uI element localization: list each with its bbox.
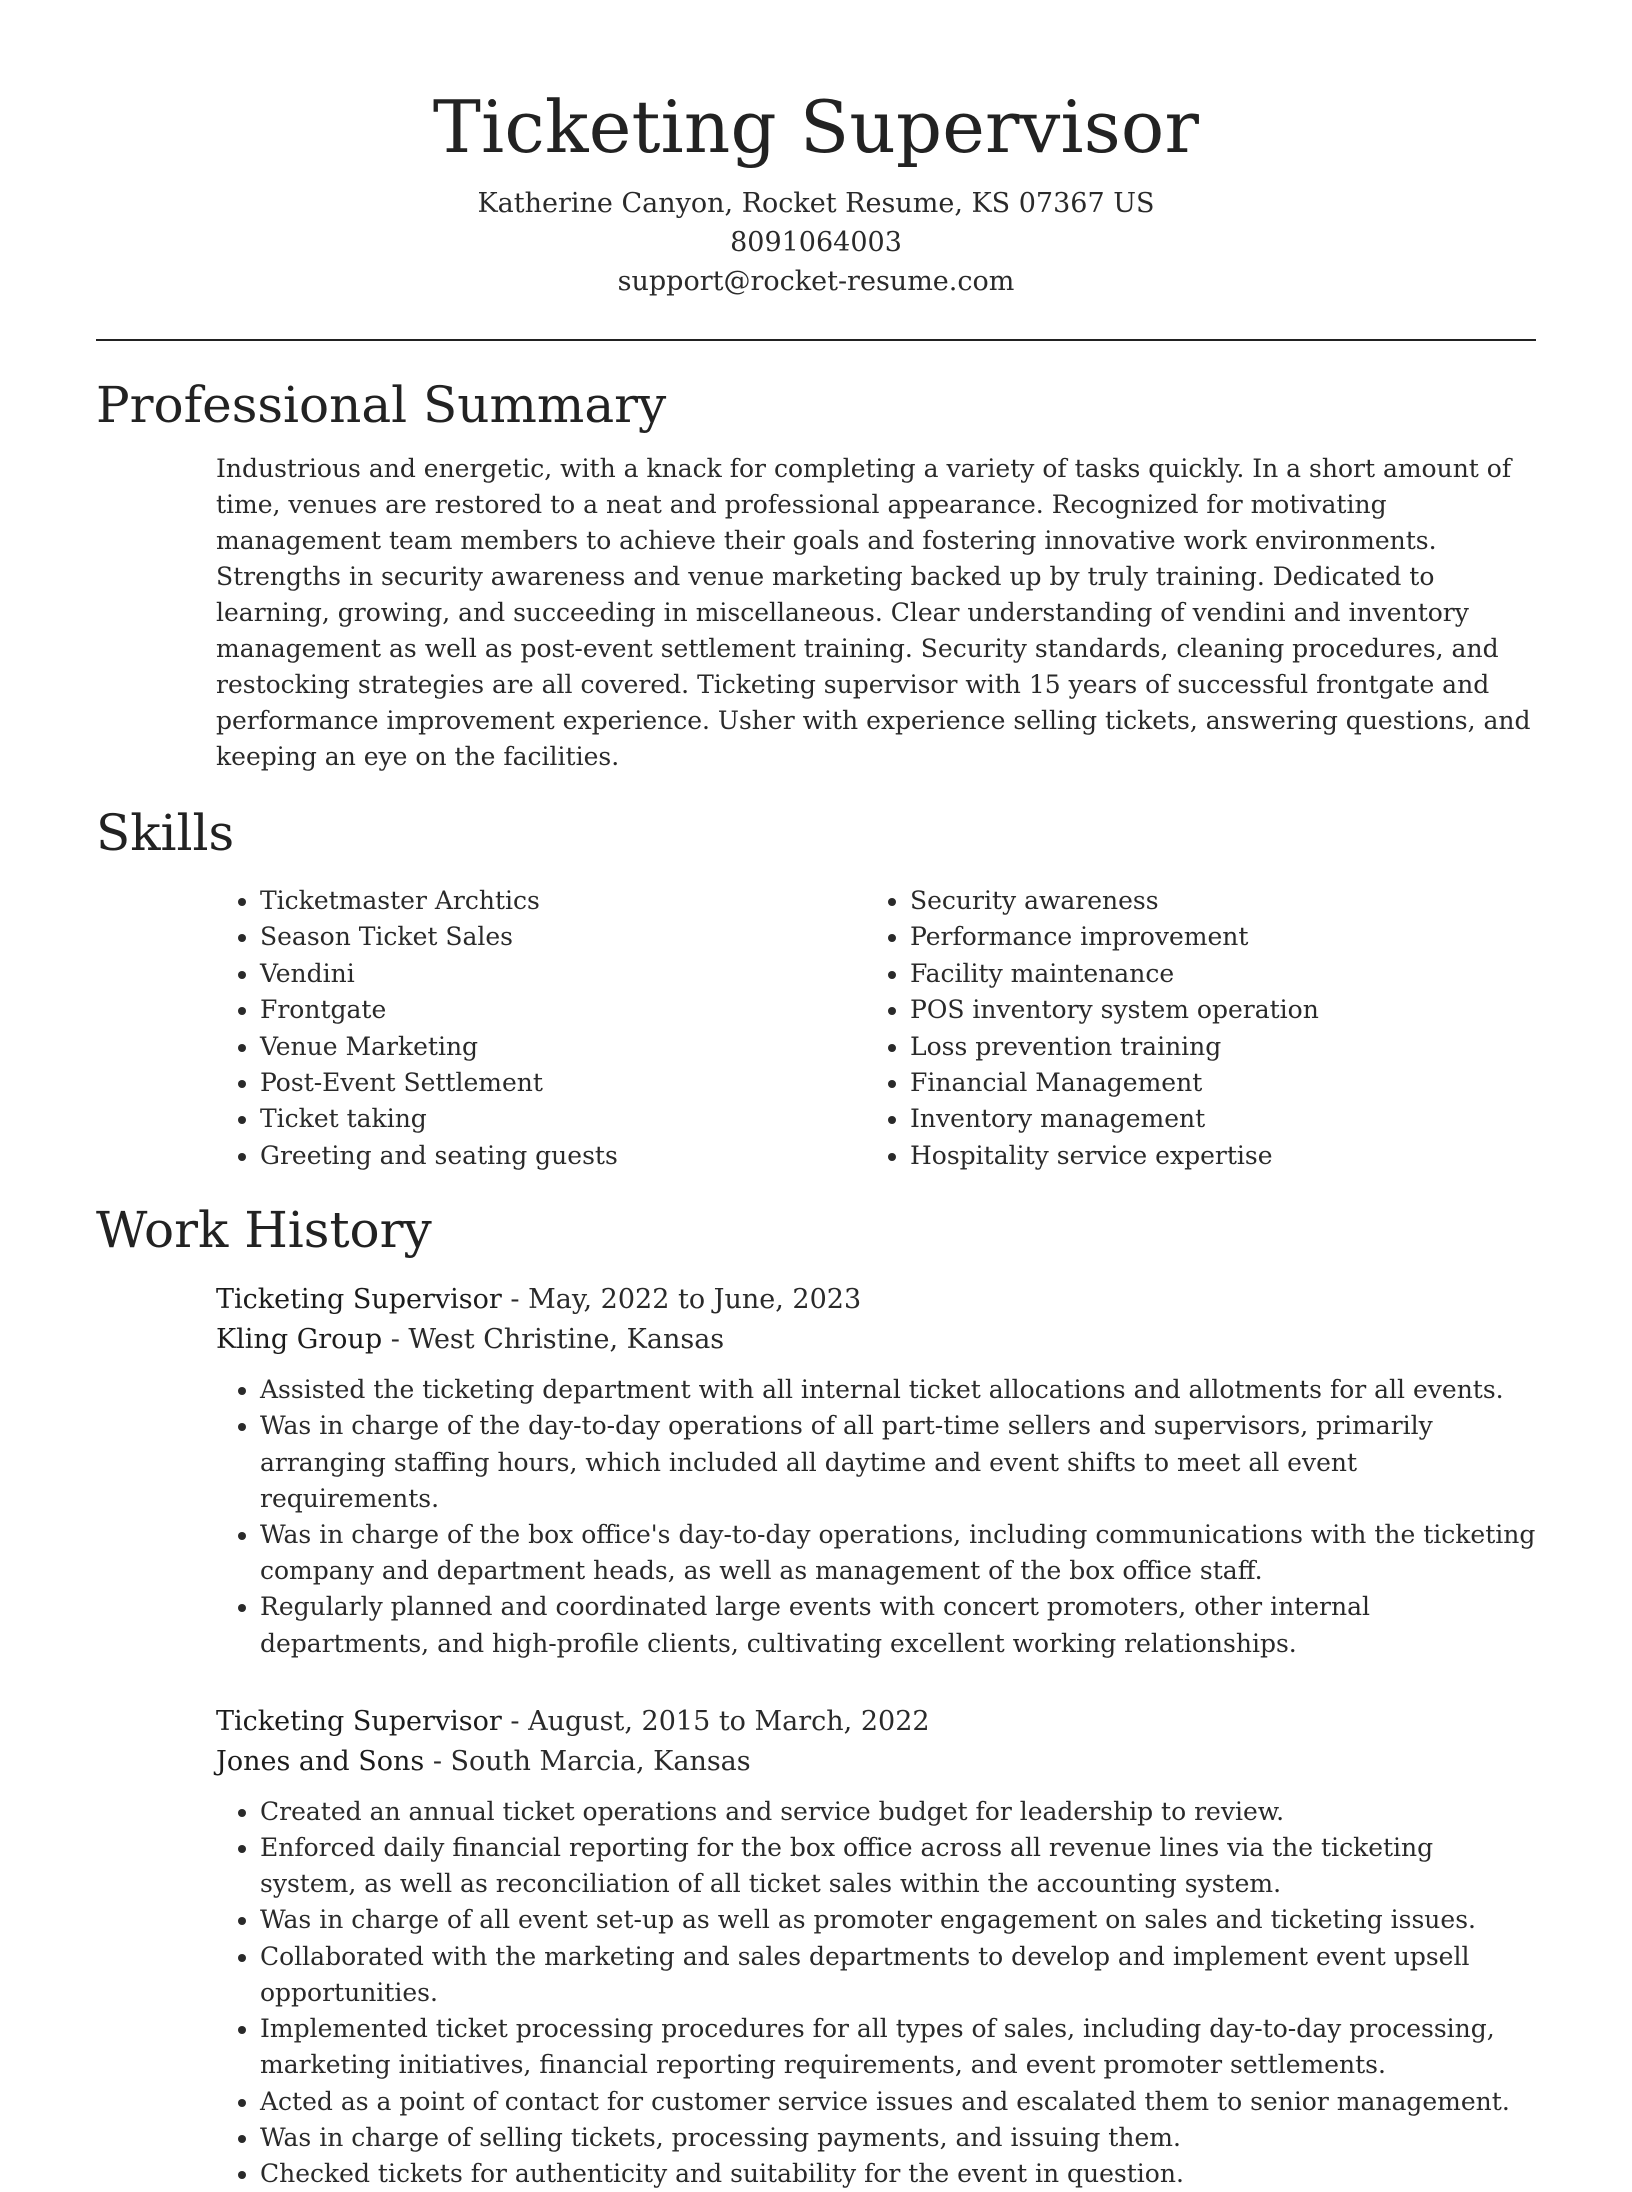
job-bullet: • Implemented ticket processing procedures for all types of sales, including day-to-day processing, marketing initiatives, financial reporting requirements, and event promoter settlements. xyxy=(260,2011,1536,2083)
job-bullet: • Was in charge of selling tickets, processing payments, and issuing them. xyxy=(260,2120,1536,2156)
job-dates: - May, 2022 to June, 2023 xyxy=(501,1284,862,1316)
skills-heading: Skills xyxy=(96,804,235,862)
job-bullet: • Was in charge of the day-to-day operations of all part-time sellers and supervisors, primarily arranging staffing hours, which included all daytime and event shifts to meet all event requirements. xyxy=(260,1408,1536,1517)
contact-phone: 8091064003 xyxy=(730,227,902,258)
job-bullets xyxy=(216,1372,1536,1662)
skills-column-right xyxy=(866,883,1319,1174)
skill-item: • Performance improvement xyxy=(910,919,1319,955)
job-title-line xyxy=(216,1702,1536,1742)
job-company: Kling Group xyxy=(216,1324,383,1356)
skills-column-left xyxy=(216,883,866,1174)
skill-item: • Ticketmaster Archtics xyxy=(260,883,866,919)
job-title: Ticketing Supervisor xyxy=(216,1705,502,1737)
skill-item: • Ticket taking xyxy=(260,1101,866,1137)
resume-header xyxy=(0,0,1632,301)
skill-item: • POS inventory system operation xyxy=(910,992,1319,1028)
skill-item: • Security awareness xyxy=(910,883,1319,919)
header-divider xyxy=(96,339,1536,341)
skill-item: • Hospitality service expertise xyxy=(910,1138,1319,1174)
skills-list xyxy=(216,883,1536,1174)
job-entry xyxy=(216,1280,1536,1662)
contact-email: support@rocket-resume.com xyxy=(617,266,1015,297)
job-dates: - August, 2015 to March, 2022 xyxy=(501,1705,930,1737)
skill-item: • Greeting and seating guests xyxy=(260,1138,866,1174)
contact-address: Katherine Canyon, Rocket Resume, KS 07367 US xyxy=(477,188,1155,219)
summary-text: Industrious and energetic, with a knack for completing a variety of tasks quickly. In a short amount of time, venues are restored to a neat and professional appearance. Recognized for motivating management team members to achieve their goals and fostering innovative work environments. Strengths in security awareness and venue marketing backed up by truly training. Dedicated to learning, growing, and succeeding in miscellaneous. Clear understanding of vendini and inventory management as well as post-event settlement training. Security standards, cleaning procedures, and restocking strategies are all covered. Ticketing supervisor with 15 years of successful frontgate and performance improvement experience. Usher with experience selling tickets, answering questions, and keeping an eye on the facilities. xyxy=(216,454,1531,771)
resume-title: Ticketing Supervisor xyxy=(432,85,1200,169)
job-company: Jones and Sons xyxy=(216,1745,425,1777)
skill-item: • Facility maintenance xyxy=(910,956,1319,992)
skill-item: • Venue Marketing xyxy=(260,1029,866,1065)
job-bullet: • Enforced daily financial reporting for the box office across all revenue lines via the ticketing system, as well as reconciliation of all ticket sales within the accounting system. xyxy=(260,1830,1536,1902)
skill-item: • Season Ticket Sales xyxy=(260,919,866,955)
job-bullet: • Regularly planned and coordinated large events with concert promoters, other internal departments, and high-profile clients, cultivating excellent working relationships. xyxy=(260,1589,1536,1661)
skill-item: • Financial Management xyxy=(910,1065,1319,1101)
job-bullet: • Collaborated with the marketing and sales departments to develop and implement event upsell opportunities. xyxy=(260,1939,1536,2011)
summary-heading: Professional Summary xyxy=(96,376,667,434)
job-bullet: • Checked tickets for authenticity and suitability for the event in question. xyxy=(260,2156,1536,2192)
skill-item: • Vendini xyxy=(260,956,866,992)
job-bullet: • Was in charge of all event set-up as well as promoter engagement on sales and ticketing issues. xyxy=(260,1902,1536,1938)
job-title-line xyxy=(216,1280,1536,1320)
skill-item: • Inventory management xyxy=(910,1101,1319,1137)
job-bullet: • Created an annual ticket operations and service budget for leadership to review. xyxy=(260,1794,1536,1830)
job-company-line xyxy=(216,1742,1536,1782)
skill-item: • Frontgate xyxy=(260,992,866,1028)
job-bullets xyxy=(216,1794,1536,2192)
skill-item: • Loss prevention training xyxy=(910,1029,1319,1065)
job-company-line xyxy=(216,1320,1536,1360)
job-bullet: • Assisted the ticketing department with all internal ticket allocations and allotments for all events. xyxy=(260,1372,1536,1408)
job-location: - South Marcia, Kansas xyxy=(424,1745,751,1777)
skill-item: • Post-Event Settlement xyxy=(260,1065,866,1101)
work-history-heading: Work History xyxy=(96,1201,432,1260)
job-entry xyxy=(216,1702,1536,2192)
job-bullet: • Was in charge of the box office's day-to-day operations, including communications with the ticketing company and department heads, as well as management of the box office staff. xyxy=(260,1517,1536,1589)
job-title: Ticketing Supervisor xyxy=(216,1284,502,1316)
job-location: - West Christine, Kansas xyxy=(382,1324,725,1356)
job-bullet: • Acted as a point of contact for customer service issues and escalated them to senior management. xyxy=(260,2084,1536,2120)
contact-info xyxy=(0,184,1632,301)
